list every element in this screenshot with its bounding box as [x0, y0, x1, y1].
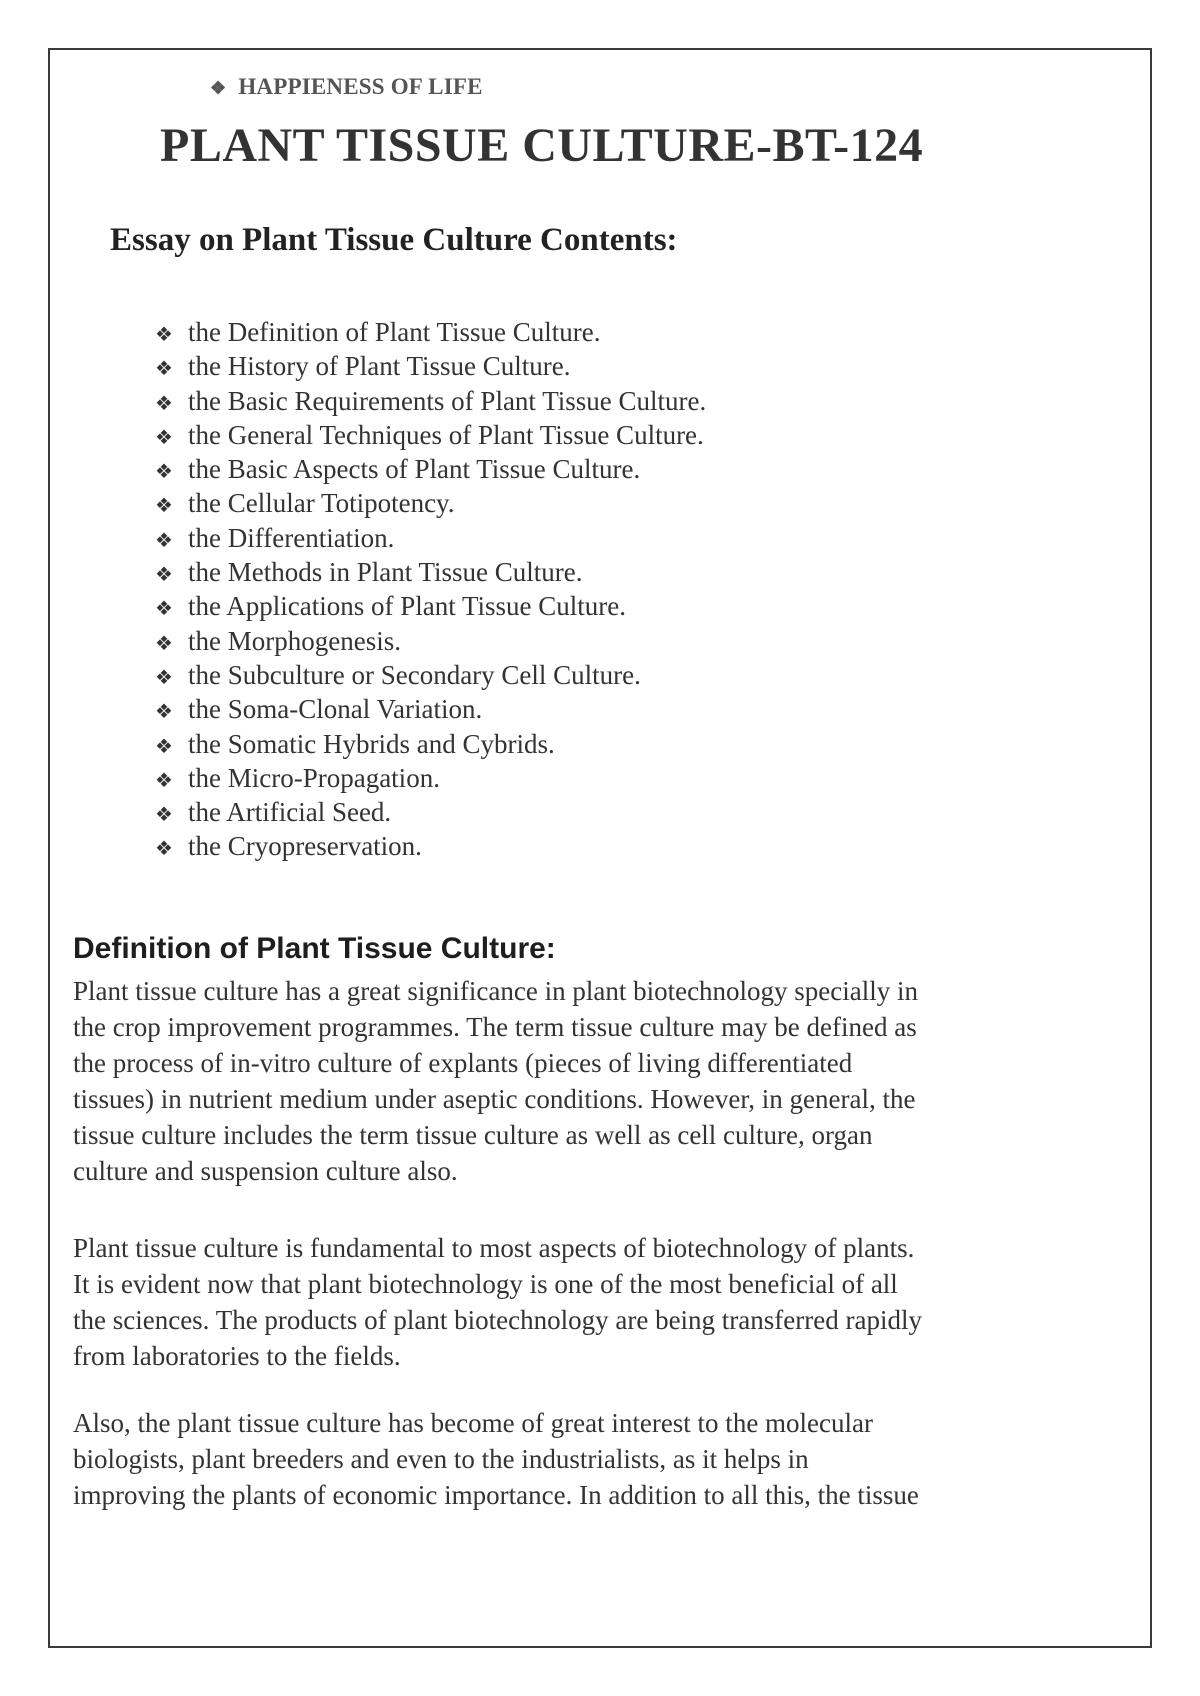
text-line: It is evident now that plant biotechnology is one of the most beneficial of all: [73, 1269, 898, 1299]
list-item-text: the Subculture or Secondary Cell Culture.: [188, 659, 641, 690]
diamond-bullet-icon: ❖: [155, 838, 173, 861]
text-line: the crop improvement programmes. The term tissue culture may be defined as: [73, 1012, 917, 1042]
text-line: biologists, plant breeders and even to the industrialists, as it helps in: [73, 1444, 809, 1474]
list-item: [155, 315, 706, 349]
diamond-bullet-icon: ❖: [155, 324, 173, 346]
list-item: [155, 727, 706, 761]
diamond-bullet-icon: ❖: [155, 358, 173, 381]
tagline-text: HAPPIENESS OF LIFE: [238, 74, 483, 99]
list-item-text: the General Techniques of Plant Tissue Culture.: [188, 419, 704, 450]
diamond-bullet-icon: ❖: [155, 495, 173, 518]
definition-heading: Definition of Plant Tissue Culture:: [73, 932, 556, 965]
list-item-text: the Cellular Totipotency.: [188, 488, 455, 519]
list-item: [155, 795, 706, 829]
list-item-text: the Differentiation.: [188, 522, 395, 553]
text-line: tissues) in nutrient medium under aseptic conditions. However, in general, the: [73, 1084, 916, 1114]
list-item-text: the Somatic Hybrids and Cybrids.: [188, 728, 555, 759]
list-item: [155, 589, 706, 623]
list-item-text: the Artificial Seed.: [188, 797, 392, 828]
list-item: [155, 624, 706, 658]
diamond-bullet-icon: ❖: [155, 769, 173, 792]
list-item: [155, 761, 706, 795]
diamond-bullet-icon: ❖: [155, 461, 173, 484]
definition-paragraph-1: [73, 973, 1133, 1189]
list-item: [155, 349, 706, 383]
list-item-text: the Morphogenesis.: [188, 625, 401, 656]
diamond-bullet-icon: ❖: [210, 78, 227, 98]
text-line: from laboratories to the fields.: [73, 1341, 401, 1371]
diamond-bullet-icon: ❖: [155, 735, 173, 758]
list-item-text: the Cryopreservation.: [188, 831, 422, 862]
list-item: [155, 486, 706, 520]
diamond-bullet-icon: ❖: [155, 701, 173, 724]
diamond-bullet-icon: ❖: [155, 529, 173, 552]
page-title: PLANT TISSUE CULTURE-BT-124: [160, 119, 924, 172]
text-line: the sciences. The products of plant biotechnology are being transferred rapidly: [73, 1305, 922, 1335]
diamond-bullet-icon: ❖: [155, 632, 173, 655]
list-item: [155, 555, 706, 589]
definition-paragraph-2: [73, 1230, 1133, 1374]
list-item-text: the Soma-Clonal Variation.: [188, 694, 483, 725]
contents-list: [155, 315, 706, 864]
list-item-text: the Basic Aspects of Plant Tissue Culture.: [188, 454, 641, 485]
text-line: Plant tissue culture has a great significance in plant biotechnology specially in: [73, 976, 919, 1006]
diamond-bullet-icon: ❖: [155, 392, 173, 415]
list-item: [155, 384, 706, 418]
list-item: [155, 658, 706, 692]
contents-heading: Essay on Plant Tissue Culture Contents:: [110, 222, 678, 258]
list-item-text: the Definition of Plant Tissue Culture.: [188, 317, 601, 347]
text-line: improving the plants of economic importance. In addition to all this, the tissue: [73, 1480, 919, 1510]
diamond-bullet-icon: ❖: [155, 426, 173, 449]
list-item-text: the Methods in Plant Tissue Culture.: [188, 557, 583, 588]
definition-paragraph-3: [73, 1405, 1133, 1513]
tagline: [210, 74, 483, 100]
list-item-text: the Micro-Propagation.: [188, 762, 440, 793]
list-item: [155, 452, 706, 486]
list-item-text: the History of Plant Tissue Culture.: [188, 351, 571, 382]
list-item-text: the Applications of Plant Tissue Culture.: [188, 591, 627, 622]
text-line: Plant tissue culture is fundamental to most aspects of biotechnology of plants.: [73, 1233, 915, 1263]
diamond-bullet-icon: ❖: [155, 598, 173, 621]
text-line: tissue culture includes the term tissue culture as well as cell culture, organ: [73, 1120, 873, 1150]
list-item: [155, 418, 706, 452]
diamond-bullet-icon: ❖: [155, 666, 173, 689]
list-item: [155, 692, 706, 726]
list-item: [155, 829, 706, 863]
text-line: the process of in-vitro culture of explants (pieces of living differentiated: [73, 1048, 853, 1078]
list-item: [155, 521, 706, 555]
text-line: Also, the plant tissue culture has become of great interest to the molecular: [73, 1408, 873, 1438]
diamond-bullet-icon: ❖: [155, 564, 173, 587]
text-line: culture and suspension culture also.: [73, 1156, 458, 1186]
list-item-text: the Basic Requirements of Plant Tissue Culture.: [188, 385, 707, 416]
diamond-bullet-icon: ❖: [155, 804, 173, 827]
